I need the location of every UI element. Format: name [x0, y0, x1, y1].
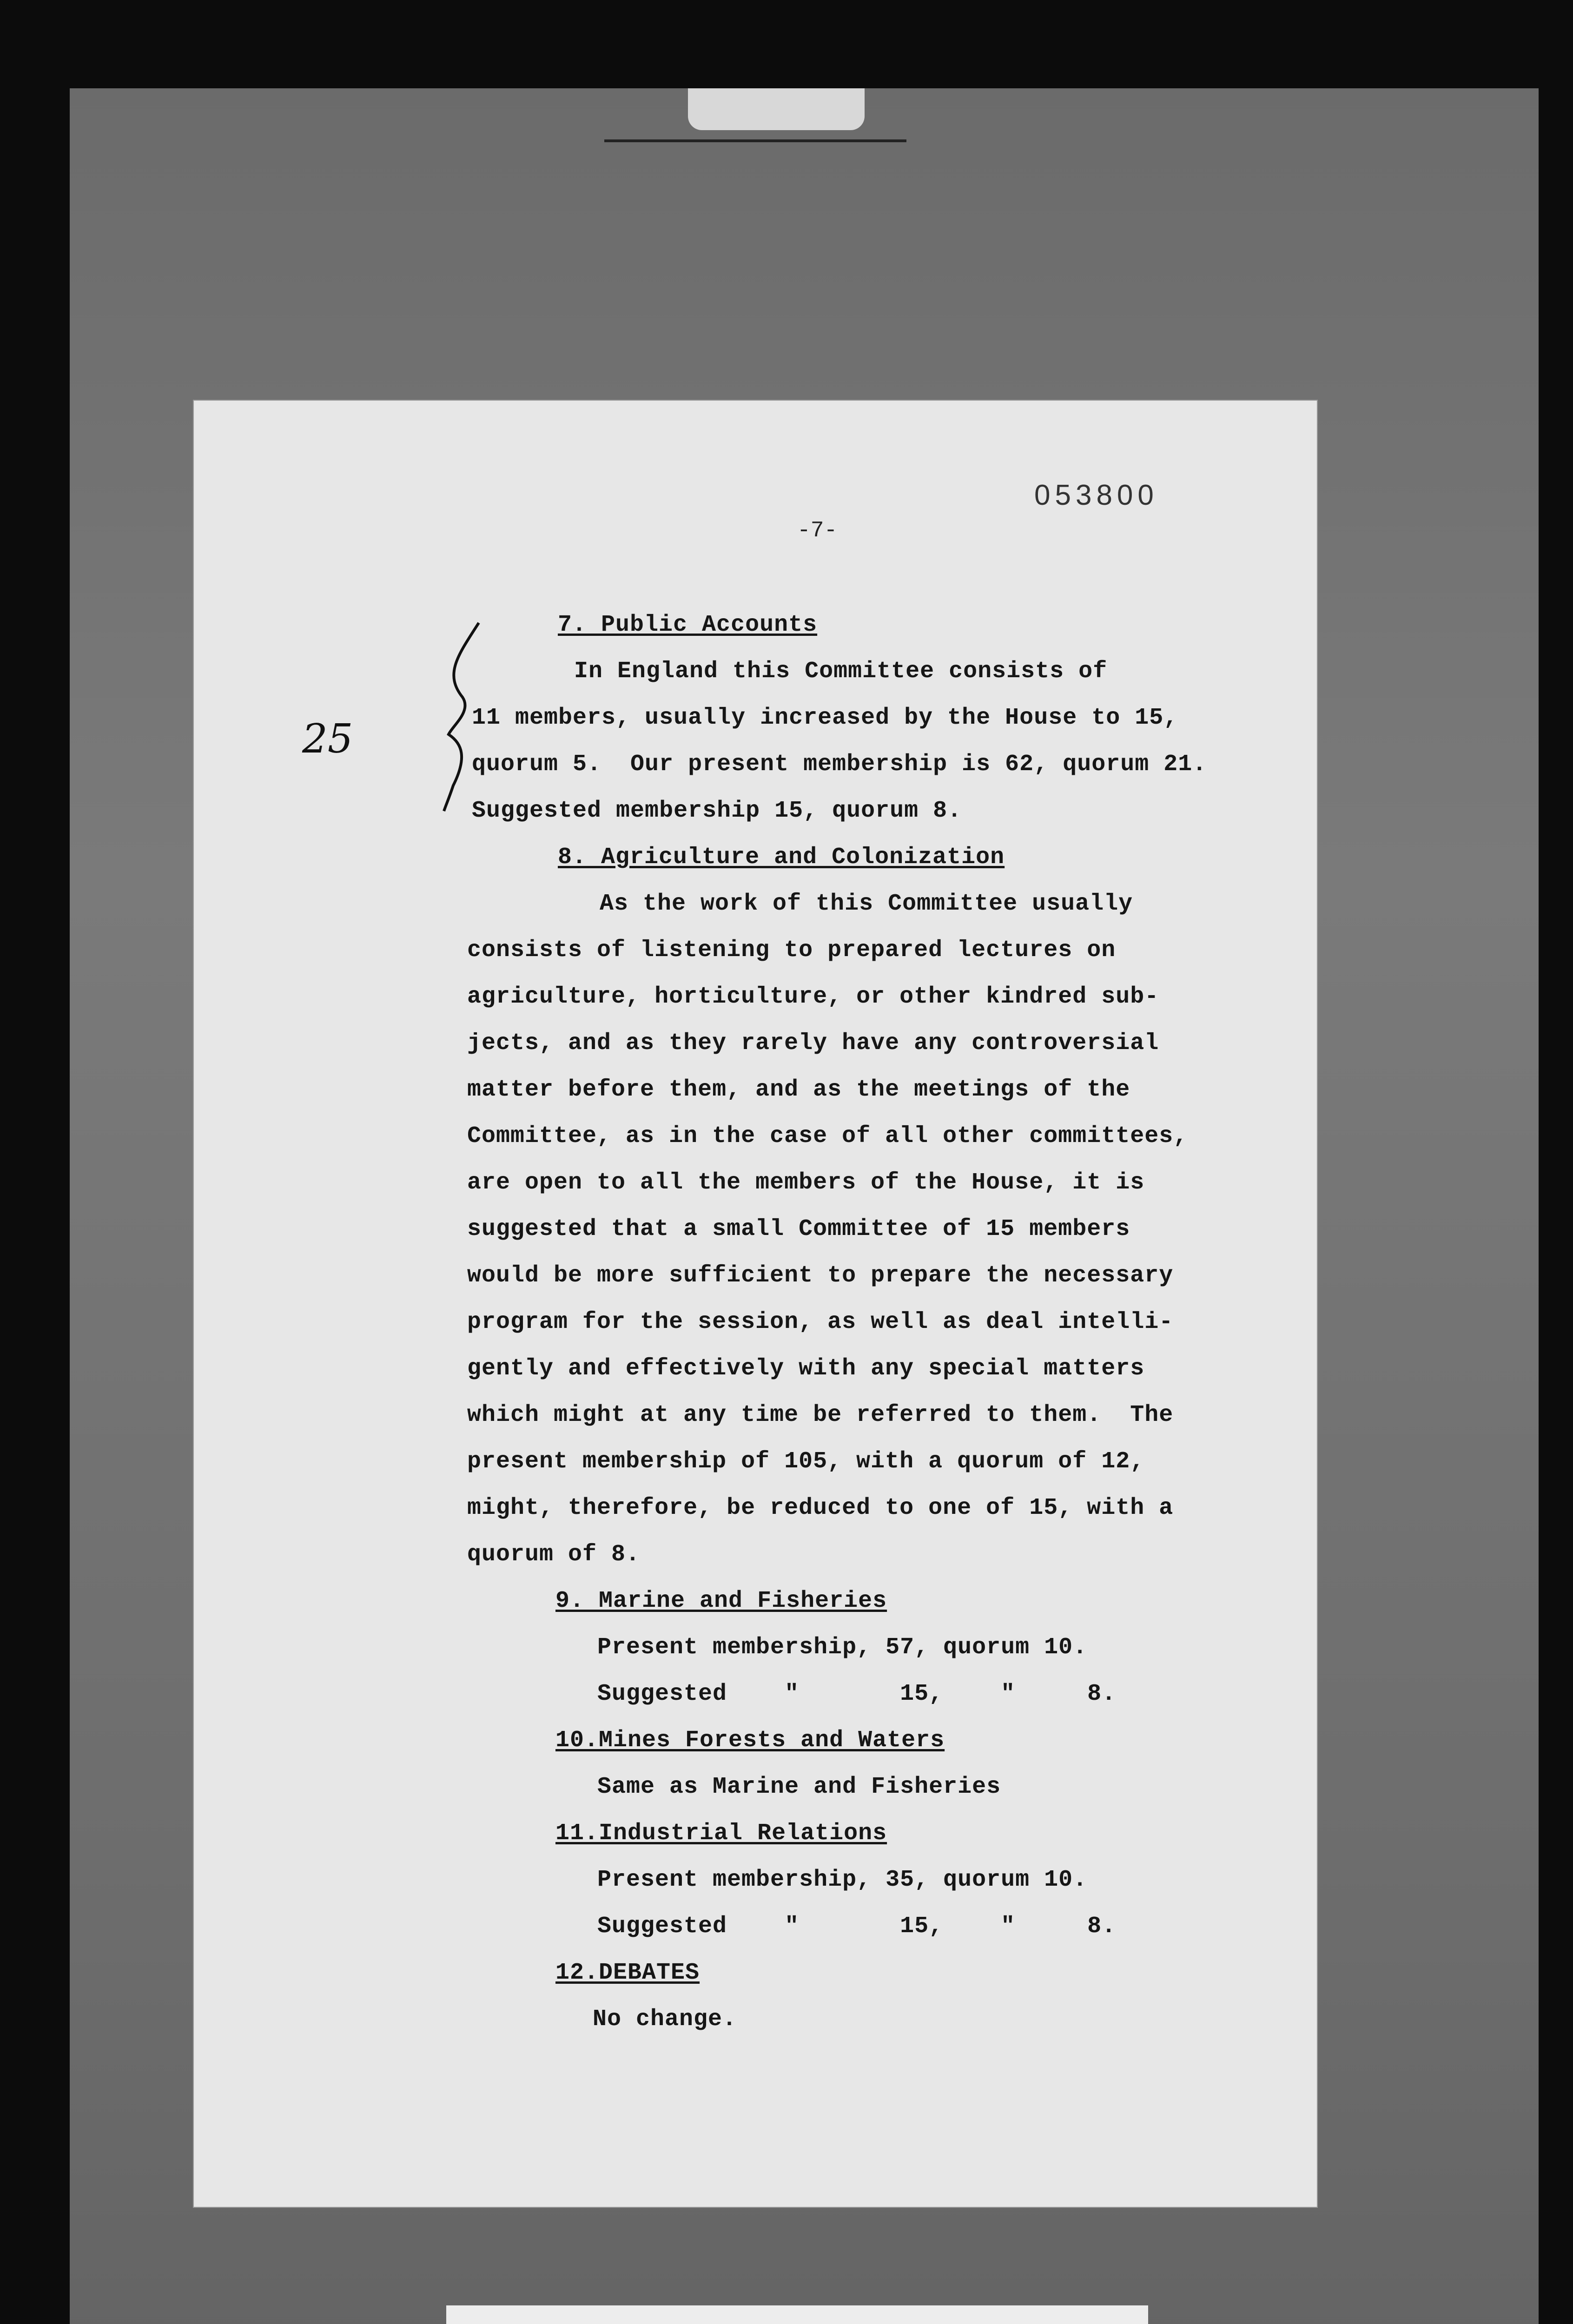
body-line: In England this Committee consists of	[574, 658, 1108, 685]
section-heading-agriculture: 8. Agriculture and Colonization	[558, 844, 1005, 871]
body-line: 11 members, usually increased by the House to 15,	[472, 705, 1178, 731]
section-heading-public-accounts: 7. Public Accounts	[558, 612, 818, 638]
body-line: gently and effectively with any special matters	[467, 1355, 1145, 1382]
body-line: quorum 5. Our present membership is 62, quorum 21.	[472, 751, 1207, 778]
body-line: might, therefore, be reduced to one of 15, with a	[467, 1495, 1174, 1521]
document-page	[193, 400, 1318, 2208]
body-line: quorum of 8.	[467, 1541, 641, 1568]
document-number: 053800	[1034, 479, 1158, 511]
body-line: suggested that a small Committee of 15 members	[467, 1216, 1130, 1242]
body-line: Committee, as in the case of all other committees,	[467, 1123, 1188, 1149]
body-line: are open to all the members of the House, it is	[467, 1169, 1145, 1196]
binder-clip	[688, 88, 865, 130]
handwritten-margin-note: 25	[302, 716, 353, 762]
reference-strip	[446, 2305, 1148, 2324]
section-heading-marine-fisheries: 9. Marine and Fisheries	[555, 1588, 887, 1614]
body-line: consists of listening to prepared lectures on	[467, 937, 1116, 964]
body-line: Suggested " 15, " 8.	[597, 1913, 1117, 1940]
body-line: As the work of this Committee usually	[600, 891, 1133, 917]
body-line: jects, and as they rarely have any controversial	[467, 1030, 1159, 1056]
section-heading-industrial-relations: 11.Industrial Relations	[555, 1820, 887, 1847]
body-line: would be more sufficient to prepare the necessary	[467, 1262, 1174, 1289]
body-line: Suggested " 15, " 8.	[597, 1681, 1117, 1707]
body-line: Present membership, 57, quorum 10.	[597, 1634, 1088, 1661]
body-line: agriculture, horticulture, or other kindred sub-	[467, 984, 1159, 1010]
body-line: matter before them, and as the meetings of the	[467, 1076, 1130, 1103]
body-line: Present membership, 35, quorum 10.	[597, 1867, 1088, 1893]
body-line: which might at any time be referred to them. The	[467, 1402, 1174, 1428]
page-number: -7-	[797, 518, 838, 543]
body-line: program for the session, as well as deal intelli-	[467, 1309, 1174, 1335]
body-line: Suggested membership 15, quorum 8.	[472, 798, 962, 824]
section-heading-mines-forests: 10.Mines Forests and Waters	[555, 1727, 945, 1754]
body-line: present membership of 105, with a quorum of 12,	[467, 1448, 1145, 1475]
body-line: Same as Marine and Fisheries	[597, 1774, 1001, 1800]
body-line: No change.	[593, 2006, 737, 2033]
clip-edge	[604, 139, 906, 142]
section-heading-debates: 12.DEBATES	[555, 1960, 700, 1986]
